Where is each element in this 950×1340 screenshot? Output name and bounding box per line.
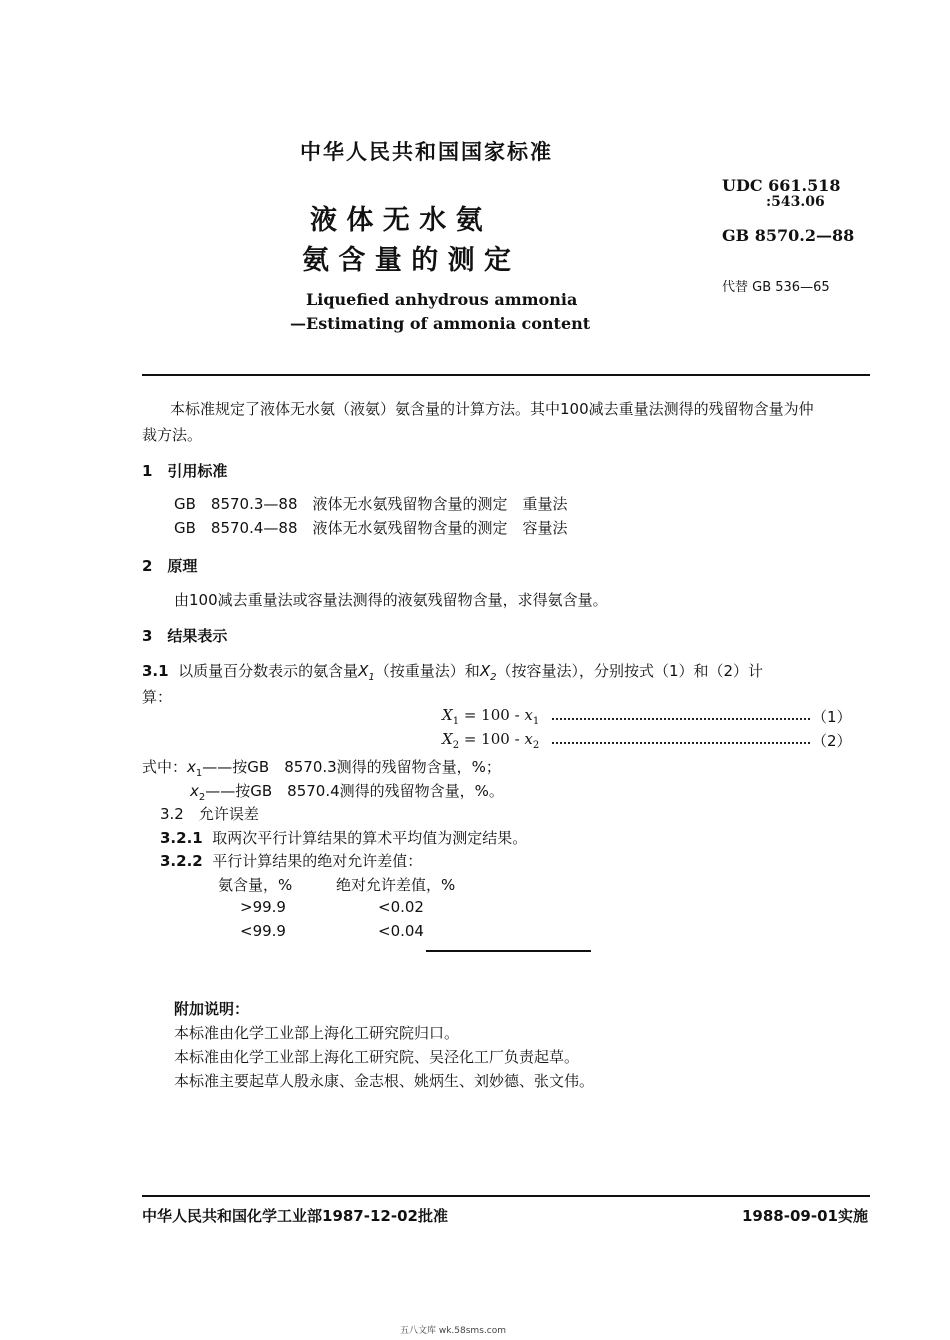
leader-dots-1 — [552, 718, 810, 720]
replaces-standard: 代替 GB 536—65 — [722, 280, 830, 295]
table-header-ammonia: 氨含量，% — [218, 876, 293, 894]
equation-2: $X_2 = 100 - x_2$ — [442, 730, 540, 751]
var-x1: $X_1$ — [358, 662, 375, 683]
principle-text: 由100减去重量法或容量法测得的液氨残留物含量，求得氨含量。 — [174, 591, 608, 609]
clause-3-2-2: 3.2.2 平行计算结果的绝对允许差值： — [160, 852, 423, 870]
table-row-1-ammonia: >99.9 — [240, 898, 286, 916]
leader-dots-2 — [552, 742, 810, 744]
where-line-1: 式中：$x_1——$按GB 8570.3测得的残留物含量，%； — [142, 758, 501, 779]
issuing-body-title: 中华人民共和国国家标准 — [300, 140, 553, 164]
section-2-title: 2 原理 — [142, 557, 198, 575]
clause-3-1 — [142, 660, 763, 683]
approval-date: 中华人民共和国化学工业部1987-12-02批准 — [142, 1207, 448, 1225]
reference-2: GB 8570.4—88 液体无水氨残留物含量的测定 容量法 — [174, 519, 568, 537]
end-rule — [426, 950, 591, 952]
notes-line-2: 本标准由化学工业部上海化工研究院、吴泾化工厂负责起草。 — [174, 1048, 580, 1066]
watermark: 五八文库 wk.58sms.com — [400, 1326, 506, 1336]
table-header-tolerance: 绝对允许差值，% — [336, 876, 456, 894]
section-1-title: 1 引用标准 — [142, 462, 228, 480]
english-title-line-2: —Estimating of ammonia content — [290, 314, 591, 333]
udc-code-line-1: UDC 661.518 — [722, 176, 841, 195]
clause-3-1-number: 3.1 — [142, 662, 169, 680]
clause-3-2-1: 3.2.1 取两次平行计算结果的算术平均值为测定结果。 — [160, 829, 528, 847]
equation-1-number: （1） — [812, 708, 852, 726]
var-x2: $X_2$ — [479, 662, 497, 683]
notes-line-3: 本标准主要起草人殷永康、金志根、姚炳生、刘妙德、张文伟。 — [174, 1072, 595, 1090]
clause-3-1-text-c: （按容量法），分别按式（1）和（2）计 — [496, 662, 764, 680]
equation-2-number: （2） — [812, 732, 852, 750]
clause-3-1-text-b: （按重量法）和 — [374, 662, 480, 680]
table-row-2-ammonia: <99.9 — [240, 922, 286, 940]
intro-line-1: 本标准规定了液体无水氨（液氨）氨含量的计算方法。其中100减去重量法测得的残留物含量为仲 — [170, 400, 814, 418]
chinese-title-line-2: 氨 含 量 的 测 定 — [302, 245, 511, 276]
clause-3-2: 3.2 允许误差 — [160, 805, 259, 823]
notes-line-1: 本标准由化学工业部上海化工研究院归口。 — [174, 1024, 460, 1042]
footer-divider — [142, 1195, 870, 1197]
equation-1: $X_1 = 100 - x_1$ — [442, 706, 540, 727]
header-divider — [142, 374, 870, 376]
effective-date: 1988-09-01实施 — [742, 1207, 868, 1225]
clause-3-1-text-a: 以质量百分数表示的氨含量 — [178, 662, 359, 680]
reference-1: GB 8570.3—88 液体无水氨残留物含量的测定 重量法 — [174, 495, 568, 513]
notes-title: 附加说明： — [174, 1000, 250, 1018]
intro-line-2: 裁方法。 — [142, 426, 203, 444]
table-row-1-tolerance: <0.02 — [378, 898, 424, 916]
chinese-title-line-1: 液 体 无 水 氨 — [310, 205, 483, 236]
gb-standard-code: GB 8570.2—88 — [722, 226, 855, 245]
section-3-title: 3 结果表示 — [142, 627, 228, 645]
udc-code-line-2: :543.06 — [766, 194, 825, 210]
english-title-line-1: Liquefied anhydrous ammonia — [306, 290, 578, 309]
where-line-2: $x_2——$按GB 8570.4测得的残留物含量，%。 — [190, 782, 504, 803]
table-row-2-tolerance: <0.04 — [378, 922, 424, 940]
clause-3-1-continuation: 算： — [142, 688, 173, 706]
